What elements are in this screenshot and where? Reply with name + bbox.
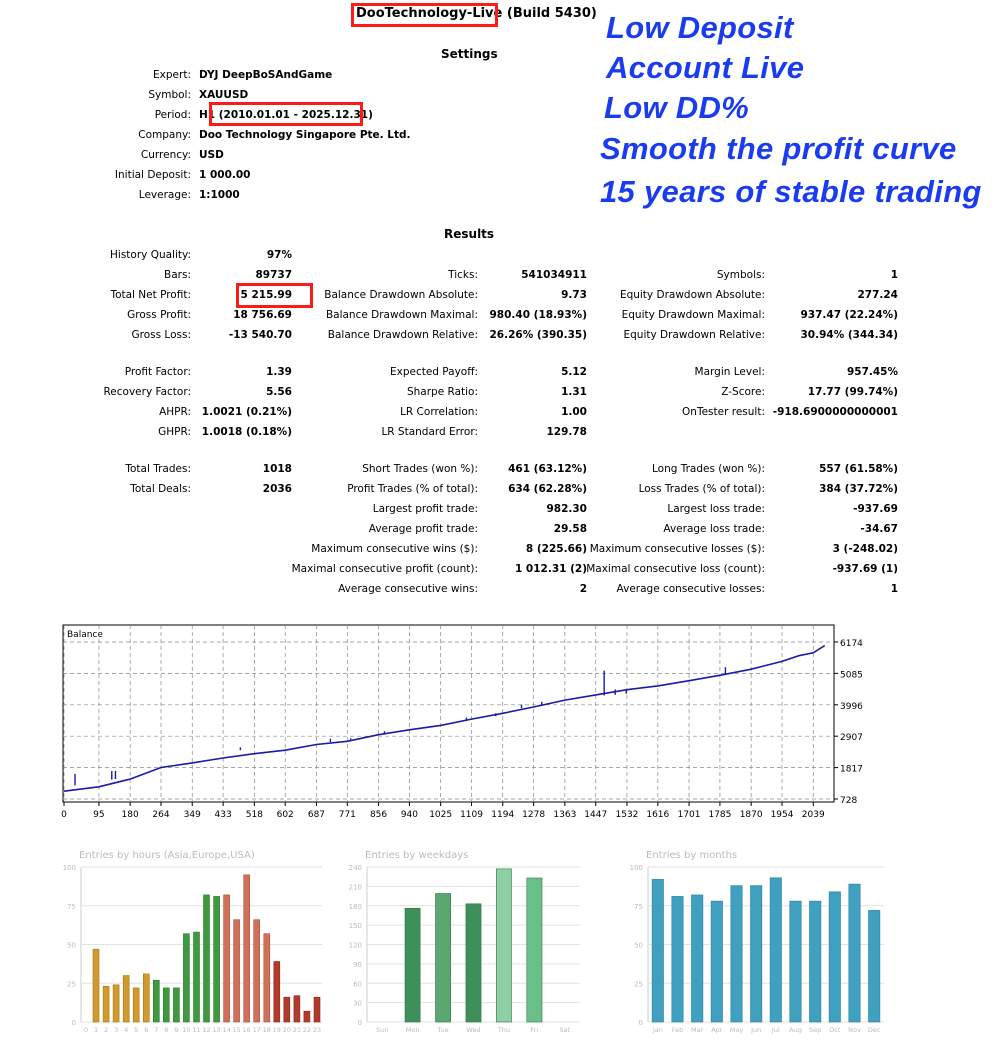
x-tick-label: 940	[400, 810, 419, 820]
result-label: Symbols:	[716, 269, 765, 281]
y-tick-label: 5085	[840, 670, 863, 681]
result-value: 97%	[266, 249, 292, 261]
y-tick-label: 728	[840, 796, 858, 806]
result-value: 29.58	[553, 523, 587, 535]
result-label: LR Correlation:	[400, 406, 478, 418]
result-value: 129.78	[546, 426, 587, 438]
result-label: Margin Level:	[694, 366, 765, 378]
x-tick-label: 1109	[460, 810, 483, 820]
x-tick-label: 2	[104, 1026, 109, 1034]
settings-title: Settings	[441, 47, 498, 61]
y-tick-label: 25	[634, 980, 643, 989]
result-label: Maximal consecutive profit (count):	[291, 563, 478, 575]
balance-chart	[0, 620, 1001, 820]
x-tick-label: 0	[83, 1026, 89, 1034]
x-tick-label: 5	[134, 1026, 139, 1034]
period-range: (2010.01.01 - 2025.12.31)	[218, 109, 373, 121]
result-value: 1	[890, 583, 898, 595]
chart-title: Entries by months	[646, 850, 738, 861]
bar	[284, 997, 290, 1022]
result-value: 980.40 (18.93%)	[489, 309, 587, 321]
x-tick-label: Aug	[789, 1026, 802, 1034]
chart-title: Balance	[67, 630, 103, 640]
x-tick-label: May	[729, 1026, 744, 1034]
bar	[274, 962, 280, 1023]
x-tick-label: 1532	[615, 810, 639, 820]
result-label: Average consecutive losses:	[616, 583, 765, 595]
x-tick-label: 11	[192, 1026, 201, 1034]
result-value: 17.77 (99.74%)	[807, 386, 898, 398]
promo-line-2: Account Live	[606, 50, 805, 85]
setting-value: Doo Technology Singapore Pte. Ltd.	[199, 129, 411, 141]
result-value: 1.00	[561, 406, 587, 418]
result-value: -937.69	[853, 503, 898, 515]
bar	[304, 1011, 310, 1022]
result-label: LR Standard Error:	[381, 426, 478, 438]
result-value: 1018	[262, 463, 292, 475]
x-tick-label: 1363	[553, 810, 577, 820]
server-highlight-box	[351, 3, 498, 27]
result-label: Equity Drawdown Absolute:	[619, 289, 765, 301]
entries-by-hours-chart	[50, 845, 340, 1045]
plot-frame	[63, 625, 834, 802]
x-tick-label: 15	[232, 1026, 241, 1034]
result-value: 634 (62.28%)	[508, 483, 587, 495]
x-tick-label: Feb	[671, 1026, 684, 1034]
bar	[183, 934, 189, 1022]
x-tick-label: Fri	[530, 1026, 539, 1034]
y-tick-label: 0	[71, 1019, 76, 1027]
bar	[224, 895, 230, 1022]
setting-value: 1 000.00	[199, 169, 251, 181]
bar	[652, 879, 663, 1022]
x-tick-label: Sun	[376, 1026, 389, 1034]
result-label: Gross Profit:	[127, 309, 191, 321]
result-label: Ticks:	[448, 269, 478, 281]
x-tick-label: 12	[202, 1026, 211, 1034]
bar	[143, 974, 149, 1022]
bar	[103, 986, 109, 1022]
promo-line-4: Smooth the profit curve	[600, 131, 957, 166]
result-label: Largest profit trade:	[372, 503, 478, 515]
bar	[153, 980, 159, 1022]
result-label: GHPR:	[158, 426, 191, 438]
result-value: 541034911	[521, 269, 587, 281]
x-tick-label: 687	[307, 810, 326, 820]
bar	[93, 949, 99, 1022]
result-value: 18 756.69	[233, 309, 292, 321]
y-tick-label: 120	[348, 941, 362, 950]
bar	[133, 988, 139, 1022]
result-label: Balance Drawdown Absolute:	[324, 289, 478, 301]
x-tick-label: 18	[262, 1026, 271, 1034]
y-tick-label: 210	[348, 883, 362, 892]
result-value: 461 (63.12%)	[508, 463, 587, 475]
x-tick-label: Apr	[711, 1026, 723, 1034]
bar	[527, 878, 542, 1022]
promo-line-1: Low Deposit	[606, 10, 794, 45]
x-tick-label: Wed	[466, 1026, 481, 1034]
x-tick-label: 16	[242, 1026, 251, 1034]
result-value: 1.0018 (0.18%)	[201, 426, 292, 438]
x-tick-label: 1	[93, 1026, 99, 1034]
server-name: DooTechnology-Live	[356, 6, 503, 21]
result-value: -937.69 (1)	[832, 563, 898, 575]
x-tick-label: Sep	[809, 1026, 822, 1034]
x-tick-label: 0	[61, 810, 67, 820]
period-timeframe: H1	[199, 109, 216, 121]
x-tick-label: 13	[212, 1026, 221, 1034]
x-tick-label: 180	[121, 810, 139, 820]
result-label: Balance Drawdown Relative:	[327, 329, 478, 341]
x-tick-label: 433	[214, 810, 232, 820]
x-tick-label: 856	[369, 810, 388, 820]
result-value: 384 (37.72%)	[819, 483, 898, 495]
result-value: 1	[890, 269, 898, 281]
y-tick-label: 60	[353, 980, 362, 989]
x-tick-label: Mar	[691, 1026, 704, 1034]
result-value: 8 (225.66)	[525, 543, 587, 555]
result-value: 5 215.99	[240, 289, 292, 301]
bar	[829, 892, 840, 1022]
setting-label: Symbol:	[148, 89, 191, 101]
y-tick-label: 25	[67, 980, 76, 989]
result-label: Total Trades:	[125, 463, 191, 475]
x-tick-label: 6	[144, 1026, 149, 1034]
x-tick-label: Jul	[771, 1026, 780, 1034]
y-tick-label: 90	[353, 960, 362, 969]
setting-value: DYJ DeepBoSAndGame	[199, 69, 333, 81]
y-tick-label: 180	[348, 902, 362, 911]
x-tick-label: Tue	[437, 1026, 449, 1034]
x-tick-label: 95	[93, 810, 105, 820]
y-tick-label: 50	[67, 941, 76, 950]
y-tick-label: 150	[348, 922, 362, 931]
bar	[810, 901, 821, 1022]
result-value: 1 012.31 (2)	[514, 563, 587, 575]
x-tick-label: Jun	[751, 1026, 762, 1034]
result-label: Average loss trade:	[663, 523, 765, 535]
result-label: Profit Factor:	[124, 366, 191, 378]
x-tick-label: 9	[174, 1026, 179, 1034]
x-tick-label: 10	[182, 1026, 191, 1034]
x-tick-label: 19	[272, 1026, 281, 1034]
bar	[790, 901, 801, 1022]
x-tick-label: Oct	[829, 1026, 841, 1034]
result-label: Z-Score:	[721, 386, 765, 398]
result-value: 89737	[255, 269, 292, 281]
bar	[869, 910, 880, 1022]
setting-label: Leverage:	[138, 189, 191, 201]
result-label: Largest loss trade:	[667, 503, 765, 515]
bar	[173, 988, 179, 1022]
bar	[496, 869, 511, 1022]
net-profit-highlight-box	[236, 283, 313, 308]
setting-value: 1:1000	[199, 189, 240, 201]
x-tick-label: 518	[245, 810, 263, 820]
y-tick-label: 3996	[840, 701, 863, 712]
y-tick-label: 100	[62, 864, 76, 872]
bar	[692, 895, 703, 1022]
bar	[751, 886, 762, 1022]
x-tick-label: 17	[252, 1026, 261, 1034]
x-tick-label: Jan	[652, 1026, 663, 1034]
x-tick-label: 2039	[801, 810, 825, 820]
result-label: History Quality:	[110, 249, 191, 261]
y-tick-label: 0	[638, 1019, 643, 1027]
y-tick-label: 2907	[840, 733, 863, 744]
setting-label: Currency:	[140, 149, 191, 161]
bar	[254, 920, 260, 1022]
promo-line-3: Low DD%	[604, 90, 750, 125]
x-tick-label: Thu	[497, 1026, 511, 1034]
result-label: Loss Trades (% of total):	[638, 483, 765, 495]
setting-label: Company:	[138, 129, 191, 141]
result-label: Short Trades (won %):	[362, 463, 478, 475]
x-tick-label: Sat	[559, 1026, 571, 1034]
result-label: Total Net Profit:	[110, 289, 191, 301]
build-number: (Build 5430)	[506, 6, 597, 21]
entries-by-months-chart	[620, 845, 890, 1045]
x-tick-label: 21	[292, 1026, 302, 1034]
bar	[264, 934, 270, 1022]
results-title: Results	[444, 227, 495, 241]
result-value: 957.45%	[846, 366, 898, 378]
y-tick-label: 75	[634, 902, 643, 911]
result-value: 1.0021 (0.21%)	[201, 406, 292, 418]
result-label: Profit Trades (% of total):	[347, 483, 478, 495]
x-tick-label: 1025	[429, 810, 453, 820]
bar	[194, 932, 200, 1022]
result-label: Sharpe Ratio:	[406, 386, 478, 398]
y-tick-label: 1817	[840, 764, 863, 775]
result-label: Total Deals:	[130, 483, 191, 495]
setting-label: Period:	[154, 109, 191, 121]
result-value: 5.12	[561, 366, 587, 378]
result-value: 30.94% (344.34)	[800, 329, 898, 341]
result-label: Recovery Factor:	[103, 386, 191, 398]
bar	[466, 904, 481, 1022]
result-label: Equity Drawdown Relative:	[623, 329, 765, 341]
y-tick-label: 100	[629, 864, 643, 872]
bar	[123, 976, 129, 1023]
x-tick-label: 349	[183, 810, 201, 820]
result-label: Maximal consecutive loss (count):	[586, 563, 765, 575]
x-tick-label: 771	[338, 810, 356, 820]
x-tick-label: 23	[312, 1026, 322, 1034]
setting-label: Initial Deposit:	[114, 169, 191, 181]
result-label: Bars:	[164, 269, 191, 281]
result-value: 26.26% (390.35)	[489, 329, 587, 341]
x-tick-label: 3	[114, 1026, 119, 1034]
bar	[731, 886, 742, 1022]
result-label: Gross Loss:	[131, 329, 191, 341]
bar	[436, 894, 451, 1023]
result-value: 1.31	[561, 386, 587, 398]
period-highlight-box	[209, 102, 363, 126]
setting-value: XAUUSD	[199, 89, 249, 101]
result-value: 982.30	[546, 503, 587, 515]
result-value: 3 (-248.02)	[832, 543, 898, 555]
bar	[214, 896, 220, 1022]
x-tick-label: 1785	[708, 810, 732, 820]
y-tick-label: 6174	[840, 639, 863, 649]
result-label: Average consecutive wins:	[338, 583, 478, 595]
x-tick-label: 1701	[677, 810, 701, 820]
bar	[294, 996, 300, 1022]
setting-label: Expert:	[153, 69, 191, 81]
x-tick-label: 1870	[739, 810, 763, 820]
x-tick-label: 1954	[770, 810, 794, 820]
result-value: 9.73	[561, 289, 587, 301]
bar	[770, 878, 781, 1022]
x-tick-label: 602	[276, 810, 294, 820]
x-tick-label: 14	[222, 1026, 231, 1034]
bar	[163, 988, 169, 1022]
x-tick-label: 1616	[646, 810, 670, 820]
x-tick-label: 264	[152, 810, 170, 820]
x-tick-label: 7	[154, 1026, 159, 1034]
bar	[204, 895, 210, 1022]
y-tick-label: 50	[634, 941, 643, 950]
result-value: 1.39	[266, 366, 292, 378]
entries-by-weekdays-chart	[340, 845, 590, 1045]
result-label: Balance Drawdown Maximal:	[325, 309, 478, 321]
result-label: Equity Drawdown Maximal:	[621, 309, 765, 321]
y-tick-label: 30	[353, 999, 362, 1008]
x-tick-label: Dec	[867, 1026, 881, 1034]
bar	[672, 896, 683, 1022]
x-tick-label: 8	[164, 1026, 169, 1034]
result-label: Average profit trade:	[368, 523, 478, 535]
result-label: OnTester result:	[682, 406, 765, 418]
result-label: Expected Payoff:	[389, 366, 478, 378]
result-value: 557 (61.58%)	[819, 463, 898, 475]
bar	[234, 920, 240, 1022]
y-tick-label: 75	[67, 902, 76, 911]
bar	[244, 875, 250, 1022]
result-label: Maximum consecutive losses ($):	[589, 543, 765, 555]
x-tick-label: 1194	[491, 810, 515, 820]
x-tick-label: 1278	[522, 810, 546, 820]
result-label: Long Trades (won %):	[651, 463, 765, 475]
x-tick-label: 20	[282, 1026, 291, 1034]
bar	[405, 908, 420, 1022]
x-tick-label: 4	[124, 1026, 129, 1034]
bar	[113, 985, 119, 1022]
result-value: 277.24	[857, 289, 898, 301]
result-label: Maximum consecutive wins ($):	[311, 543, 478, 555]
bar	[314, 997, 320, 1022]
x-tick-label: Mon	[405, 1026, 420, 1034]
result-value: -13 540.70	[228, 329, 292, 341]
result-value: 2	[579, 583, 587, 595]
result-value: 5.56	[266, 386, 292, 398]
bar	[849, 884, 860, 1022]
result-value: 937.47 (22.24%)	[800, 309, 898, 321]
result-value: -918.6900000000001	[772, 406, 898, 418]
bar	[711, 901, 722, 1022]
result-value: -34.67	[860, 523, 898, 535]
x-tick-label: 1447	[584, 810, 608, 820]
chart-title: Entries by weekdays	[365, 850, 469, 861]
result-value: 2036	[262, 483, 292, 495]
y-tick-label: 0	[357, 1019, 362, 1027]
y-tick-label: 240	[348, 864, 362, 872]
setting-value: USD	[199, 149, 224, 161]
chart-title: Entries by hours (Asia,Europe,USA)	[79, 850, 255, 861]
x-tick-label: 22	[302, 1026, 312, 1034]
promo-line-5: 15 years of stable trading	[600, 174, 982, 209]
x-tick-label: Nov	[848, 1026, 861, 1034]
result-label: AHPR:	[159, 406, 191, 418]
